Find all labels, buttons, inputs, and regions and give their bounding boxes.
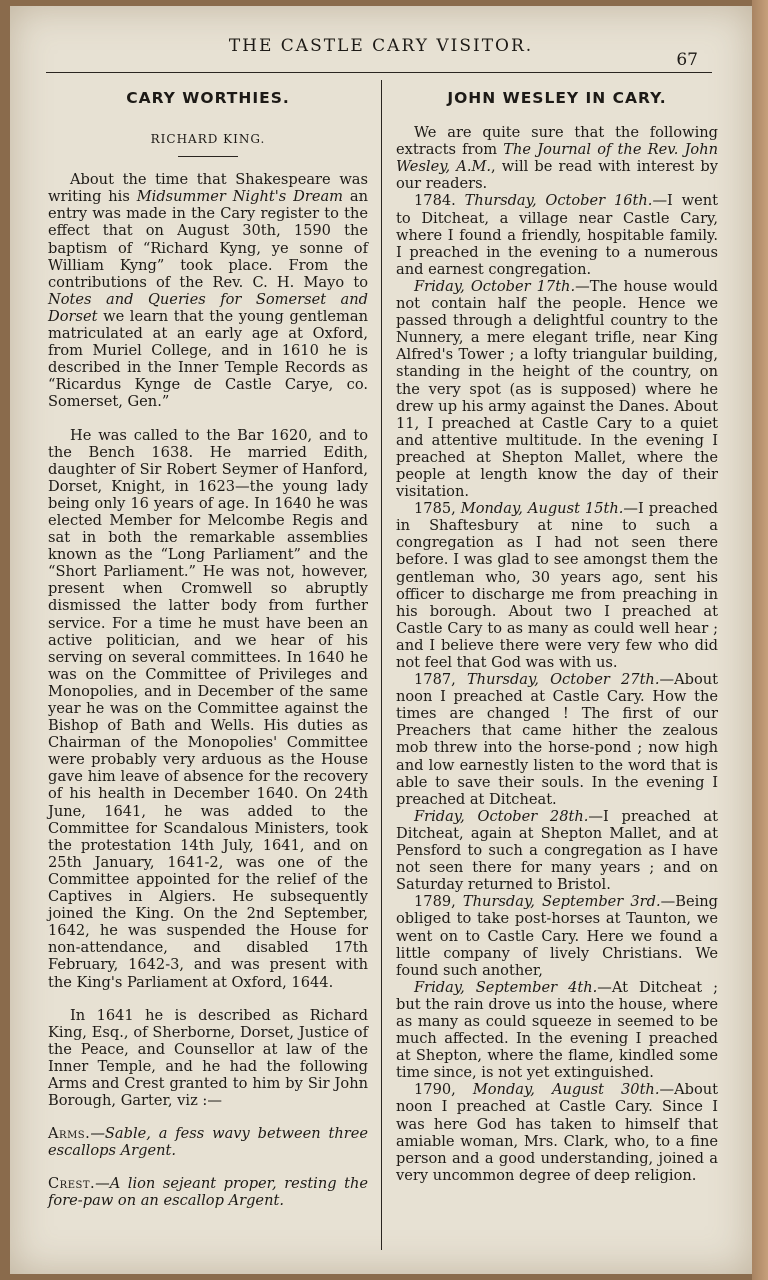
paragraph-baptism: About the time that Shakespeare was writing his Midsummer Night's Dream an entry was made in the Cary register to the effect that on August 30th, 1590 the baptism of “Richard Kyng, ye sonne of William Kyng” took place. From the contributions of the Rev. C. H. Mayo to Notes and Queries for Somerset and Dorset we learn that the young gentleman matriculated at an early age at Oxford, from Muriel College, and in 1610 he is described in the Inner Temple Records as “Ricardus Kynge de Castle Carye, co. Somerset, Gen.” [48,171,368,411]
paragraph-arms-grant: In 1641 he is described as Richard King, Esq., of Sherborne, Dorset, Justice of the Peace, and Counsellor at law of the Inner Temple, and he had the following Arms and Crest granted to him by Sir John Borough, Garter, viz :— [48,1006,368,1110]
page-number: 67 [676,50,698,70]
journal-entry: Friday, October 17th.—The house would not contain half the people. Hence we passed through a delightful country to the Nunnery, a mere elegant trifle, near King Alfred's Tower ; a lofty triangular building, standing in the height of the country, on the very spot (as is supposed) where he drew up his army against the Danes. About 11, I preached at Castle Cary to a quiet and attentive multitude. In the evening I preached at Shepton Mallet, where the people at length know the day of their visitation. [396,277,718,501]
journal-intro: We are quite sure that the following extracts from The Journal of the Rev. John Wesley, A.M., will be read with interest by our readers. [396,124,719,193]
column-divider [381,80,382,1250]
header-rule [46,72,712,73]
article-title-cary-worthies: CARY WORTHIES. [126,89,290,107]
running-title: THE CASTLE CARY VISITOR. [228,36,534,56]
journal-entry: 1784. Thursday, October 16th.—I went to Ditcheat, a village near Castle Cary, where I found a friendly, hospitable family. I preached in the evening to a numerous and earnest congregation. [396,192,719,278]
journal-entry: Friday, October 28th.—I preached at Ditcheat, again at Shepton Mallet, and at Pensford to such a congregation as I have not seen there for many years ; and on Saturday returned to Bristol. [396,807,718,894]
journal-entry: 1789, Thursday, September 3rd.—Being obliged to take post-horses at Taunton, we went on to Castle Cary. Here we found a little company of lively Christians. We found such another, [396,893,719,979]
journal-page [10,6,752,1274]
crest-blazon: Crest.—A lion sejeant proper, resting the fore-paw on an escallop Argent. [48,1175,368,1210]
arms-blazon: Arms.—Sable, a fess wavy between three escallops Argent. [48,1125,368,1160]
article-subtitle: RICHARD KING. [150,132,266,147]
subtitle-rule [178,156,238,157]
article-title-john-wesley: JOHN WESLEY IN CARY. [447,89,667,107]
journal-entry: 1785, Monday, August 15th.—I preached in Shaftesbury at nine to such a congregation as I had not seen there before. I was glad to see amongst them the gentleman who, 30 years ago, sent his officer to discharge me from preaching in his borough. About two I preached at Castle Cary to as many as could well hear ; and I believe there were very few who did not feel that God was with us. [396,500,718,671]
right-column [396,90,718,1184]
journal-entry: Friday, September 4th.—At Ditcheat ; but the rain drove us into the house, where as many as could squeeze in seemed to be much affected. In the evening I preached at Shepton, where the flame, kindled some time since, is not yet extinguished. [396,978,718,1082]
page-edge [752,0,768,1280]
left-column [48,90,368,1226]
journal-entry: 1787, Thursday, October 27th.—About noon I preached at Castle Cary. How the times are changed ! The first of our Preachers that came hither the zealous mob threw into the horse-pond ; now high and low earnestly listen to the word that is able to save their souls. In the evening I preached at Ditcheat. [396,671,719,808]
journal-entry: 1790, Monday, August 30th.—About noon I preached at Castle Cary. Since I was here God has taken to himself that amiable woman, Mrs. Clark, who, to a fine person and a good understanding, joined a very uncommon degree of deep religion. [396,1081,719,1184]
paragraph-career: He was called to the Bar 1620, and to the Bench 1638. He married Edith, daughter of Sir Robert Seymer of Hanford, Dorset, Knight, in 1623—the young lady being only 16 years of age. In 1640 he was elected Member for Melcombe Regis and sat in both the remarkable assemblies known as the “Long Parliament” and the “Short Parliament.” He was not, however, present when Cromwell so abruptly dismissed the latter body from further service. For a time he must have been an active politician, and we hear of his serving on several committees. In 1640 he was on the Committee of Privileges and Monopolies, and in December of the same year he was on the Committee against the Bishop of Bath and Wells. His duties as Chairman of the Monopolies' Committee were probably very arduous as the House gave him leave of absence for the recovery of his health in December 1640. On 24th June, 1641, he was added to the Committee for Scandalous Ministers, took the protestation 14th July, 1641, and on 25th January, 1641-2, was one of the Committee appointed for the relief of the Captives in Algiers. He subsequently joined the King. On the 2nd September, 1642, he was suspended the House for non-attendance, and disabled 17th February, 1642-3, and was present with the King's Parliament at Oxford, 1644. [48,426,368,991]
